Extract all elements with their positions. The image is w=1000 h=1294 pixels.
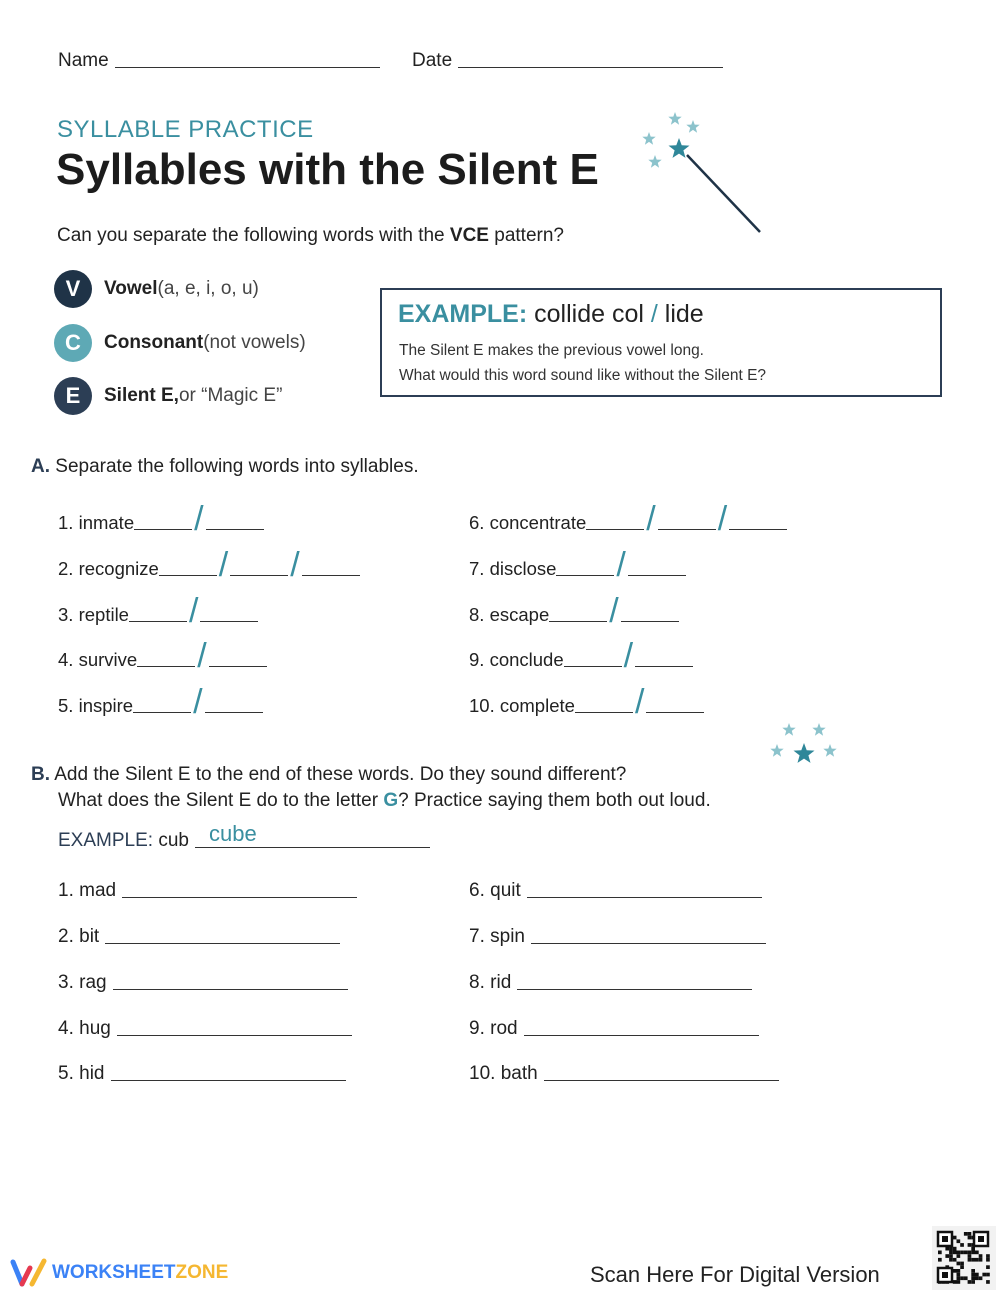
instruction: Can you separate the following words with the VCE pattern? bbox=[57, 225, 564, 246]
qr-code-icon[interactable] bbox=[932, 1226, 996, 1290]
syllable-item: 9. conclude / bbox=[469, 641, 693, 671]
section-a-heading: A. Separate the following words into syllables. bbox=[31, 456, 419, 477]
star-icon bbox=[812, 723, 825, 736]
syllable-item: 10. complete / bbox=[469, 687, 704, 717]
star-icon bbox=[668, 112, 681, 125]
slash-mark: / bbox=[634, 683, 645, 721]
answer-line[interactable] bbox=[111, 1080, 346, 1081]
date-field[interactable] bbox=[412, 50, 723, 72]
answer-line[interactable] bbox=[122, 897, 357, 898]
syllable-item: 3. reptile / bbox=[58, 596, 258, 626]
stars-icon bbox=[770, 718, 850, 778]
slash-mark: / bbox=[188, 592, 199, 630]
star-icon bbox=[669, 138, 690, 158]
syllable-item: 6. concentrate / / bbox=[469, 504, 787, 534]
answer-line[interactable] bbox=[105, 943, 340, 944]
syllable-blank[interactable] bbox=[134, 529, 192, 530]
star-icon bbox=[794, 743, 815, 763]
vowel-badge: V bbox=[54, 270, 92, 308]
syllable-blank[interactable] bbox=[159, 575, 217, 576]
slash-mark: / bbox=[197, 637, 207, 675]
syllable-item: 5. inspire / bbox=[58, 687, 263, 717]
silent-e-item: 1. mad bbox=[58, 880, 357, 902]
syllable-blank[interactable] bbox=[200, 621, 258, 622]
syllable-blank[interactable] bbox=[628, 575, 686, 576]
syllable-blank[interactable] bbox=[658, 529, 716, 530]
worksheet-zone-logo: WORKSHEET ZONE bbox=[10, 1258, 228, 1288]
silent-e-item: 8. rid bbox=[469, 972, 752, 994]
syllable-blank[interactable] bbox=[230, 575, 288, 576]
syllable-item: 1. inmate / bbox=[58, 504, 264, 534]
slash-mark: / bbox=[646, 500, 656, 538]
star-icon bbox=[686, 120, 699, 133]
subtitle: SYLLABLE PRACTICE bbox=[57, 116, 314, 143]
answer-line[interactable] bbox=[117, 1035, 352, 1036]
syllable-blank[interactable] bbox=[621, 621, 679, 622]
slash-mark: / bbox=[623, 637, 634, 675]
silent-e-item: 2. bit bbox=[58, 926, 340, 948]
silent-e-item: 6. quit bbox=[469, 880, 762, 902]
syllable-blank[interactable] bbox=[549, 621, 607, 622]
syllable-blank[interactable] bbox=[129, 621, 187, 622]
answer-line[interactable] bbox=[524, 1035, 759, 1036]
slash-mark: / bbox=[609, 592, 619, 630]
page-title: Syllables with the Silent E bbox=[56, 145, 599, 194]
silent-e-item: 5. hid bbox=[58, 1063, 346, 1085]
legend-consonant: C Consonant (not vowels) bbox=[54, 324, 306, 362]
answer-line[interactable] bbox=[544, 1080, 779, 1081]
silent-e-item: 4. hug bbox=[58, 1018, 352, 1040]
syllable-blank[interactable] bbox=[302, 575, 360, 576]
slash-mark: / bbox=[193, 683, 203, 721]
syllable-blank[interactable] bbox=[635, 666, 693, 667]
star-icon bbox=[642, 132, 655, 145]
slash-mark: / bbox=[717, 500, 728, 538]
answer-line[interactable] bbox=[517, 989, 752, 990]
syllable-item: 7. disclose / bbox=[469, 550, 686, 580]
silent-e-item: 9. rod bbox=[469, 1018, 759, 1040]
syllable-item: 2. recognize / / bbox=[58, 550, 360, 580]
logo-icon bbox=[10, 1258, 48, 1288]
silent-e-item: 7. spin bbox=[469, 926, 766, 948]
syllable-blank[interactable] bbox=[586, 529, 644, 530]
syllable-item: 4. survive / bbox=[58, 641, 267, 671]
syllable-blank[interactable] bbox=[556, 575, 614, 576]
star-icon bbox=[823, 744, 836, 757]
answer-line[interactable] bbox=[527, 897, 762, 898]
slash-mark: / bbox=[194, 500, 204, 538]
name-field[interactable] bbox=[58, 50, 380, 72]
syllable-blank[interactable] bbox=[729, 529, 787, 530]
section-b-heading: B. Add the Silent E to the end of these words. Do they sound different? What does the Silent E do to the letter G? Practice saying them both out loud. bbox=[31, 764, 711, 811]
syllable-blank[interactable] bbox=[206, 529, 264, 530]
syllable-blank[interactable] bbox=[205, 712, 263, 713]
syllable-item: 8. escape / bbox=[469, 596, 679, 626]
slash-mark: / bbox=[616, 546, 626, 584]
star-icon bbox=[770, 744, 783, 757]
silent-e-item: 3. rag bbox=[58, 972, 348, 994]
legend-silent-e: E Silent E, or “Magic E” bbox=[54, 377, 282, 415]
silent-e-item: 10. bath bbox=[469, 1063, 779, 1085]
answer-line[interactable] bbox=[531, 943, 766, 944]
syllable-blank[interactable] bbox=[137, 666, 195, 667]
star-icon bbox=[782, 723, 795, 736]
slash-mark: / bbox=[290, 546, 300, 584]
syllable-blank[interactable] bbox=[564, 666, 622, 667]
magic-wand-icon bbox=[635, 105, 770, 240]
star-icon bbox=[648, 155, 661, 168]
syllable-blank[interactable] bbox=[133, 712, 191, 713]
section-b-example: EXAMPLE: cub cube bbox=[58, 830, 430, 852]
legend-vowel: V Vowel (a, e, i, o, u) bbox=[54, 270, 259, 308]
syllable-blank[interactable] bbox=[646, 712, 704, 713]
example-box: EXAMPLE: collide col / lide The Silent E makes the previous vowel long. What would this word sound like without the Silent E? bbox=[380, 288, 942, 397]
syllable-blank[interactable] bbox=[575, 712, 633, 713]
syllable-blank[interactable] bbox=[209, 666, 267, 667]
slash-mark: / bbox=[218, 546, 229, 584]
silent-e-badge: E bbox=[54, 377, 92, 415]
date-label: Date bbox=[412, 50, 453, 71]
answer-line[interactable] bbox=[113, 989, 348, 990]
consonant-badge: C bbox=[54, 324, 92, 362]
name-label: Name bbox=[58, 50, 109, 71]
scan-text: Scan Here For Digital Version bbox=[590, 1262, 880, 1287]
